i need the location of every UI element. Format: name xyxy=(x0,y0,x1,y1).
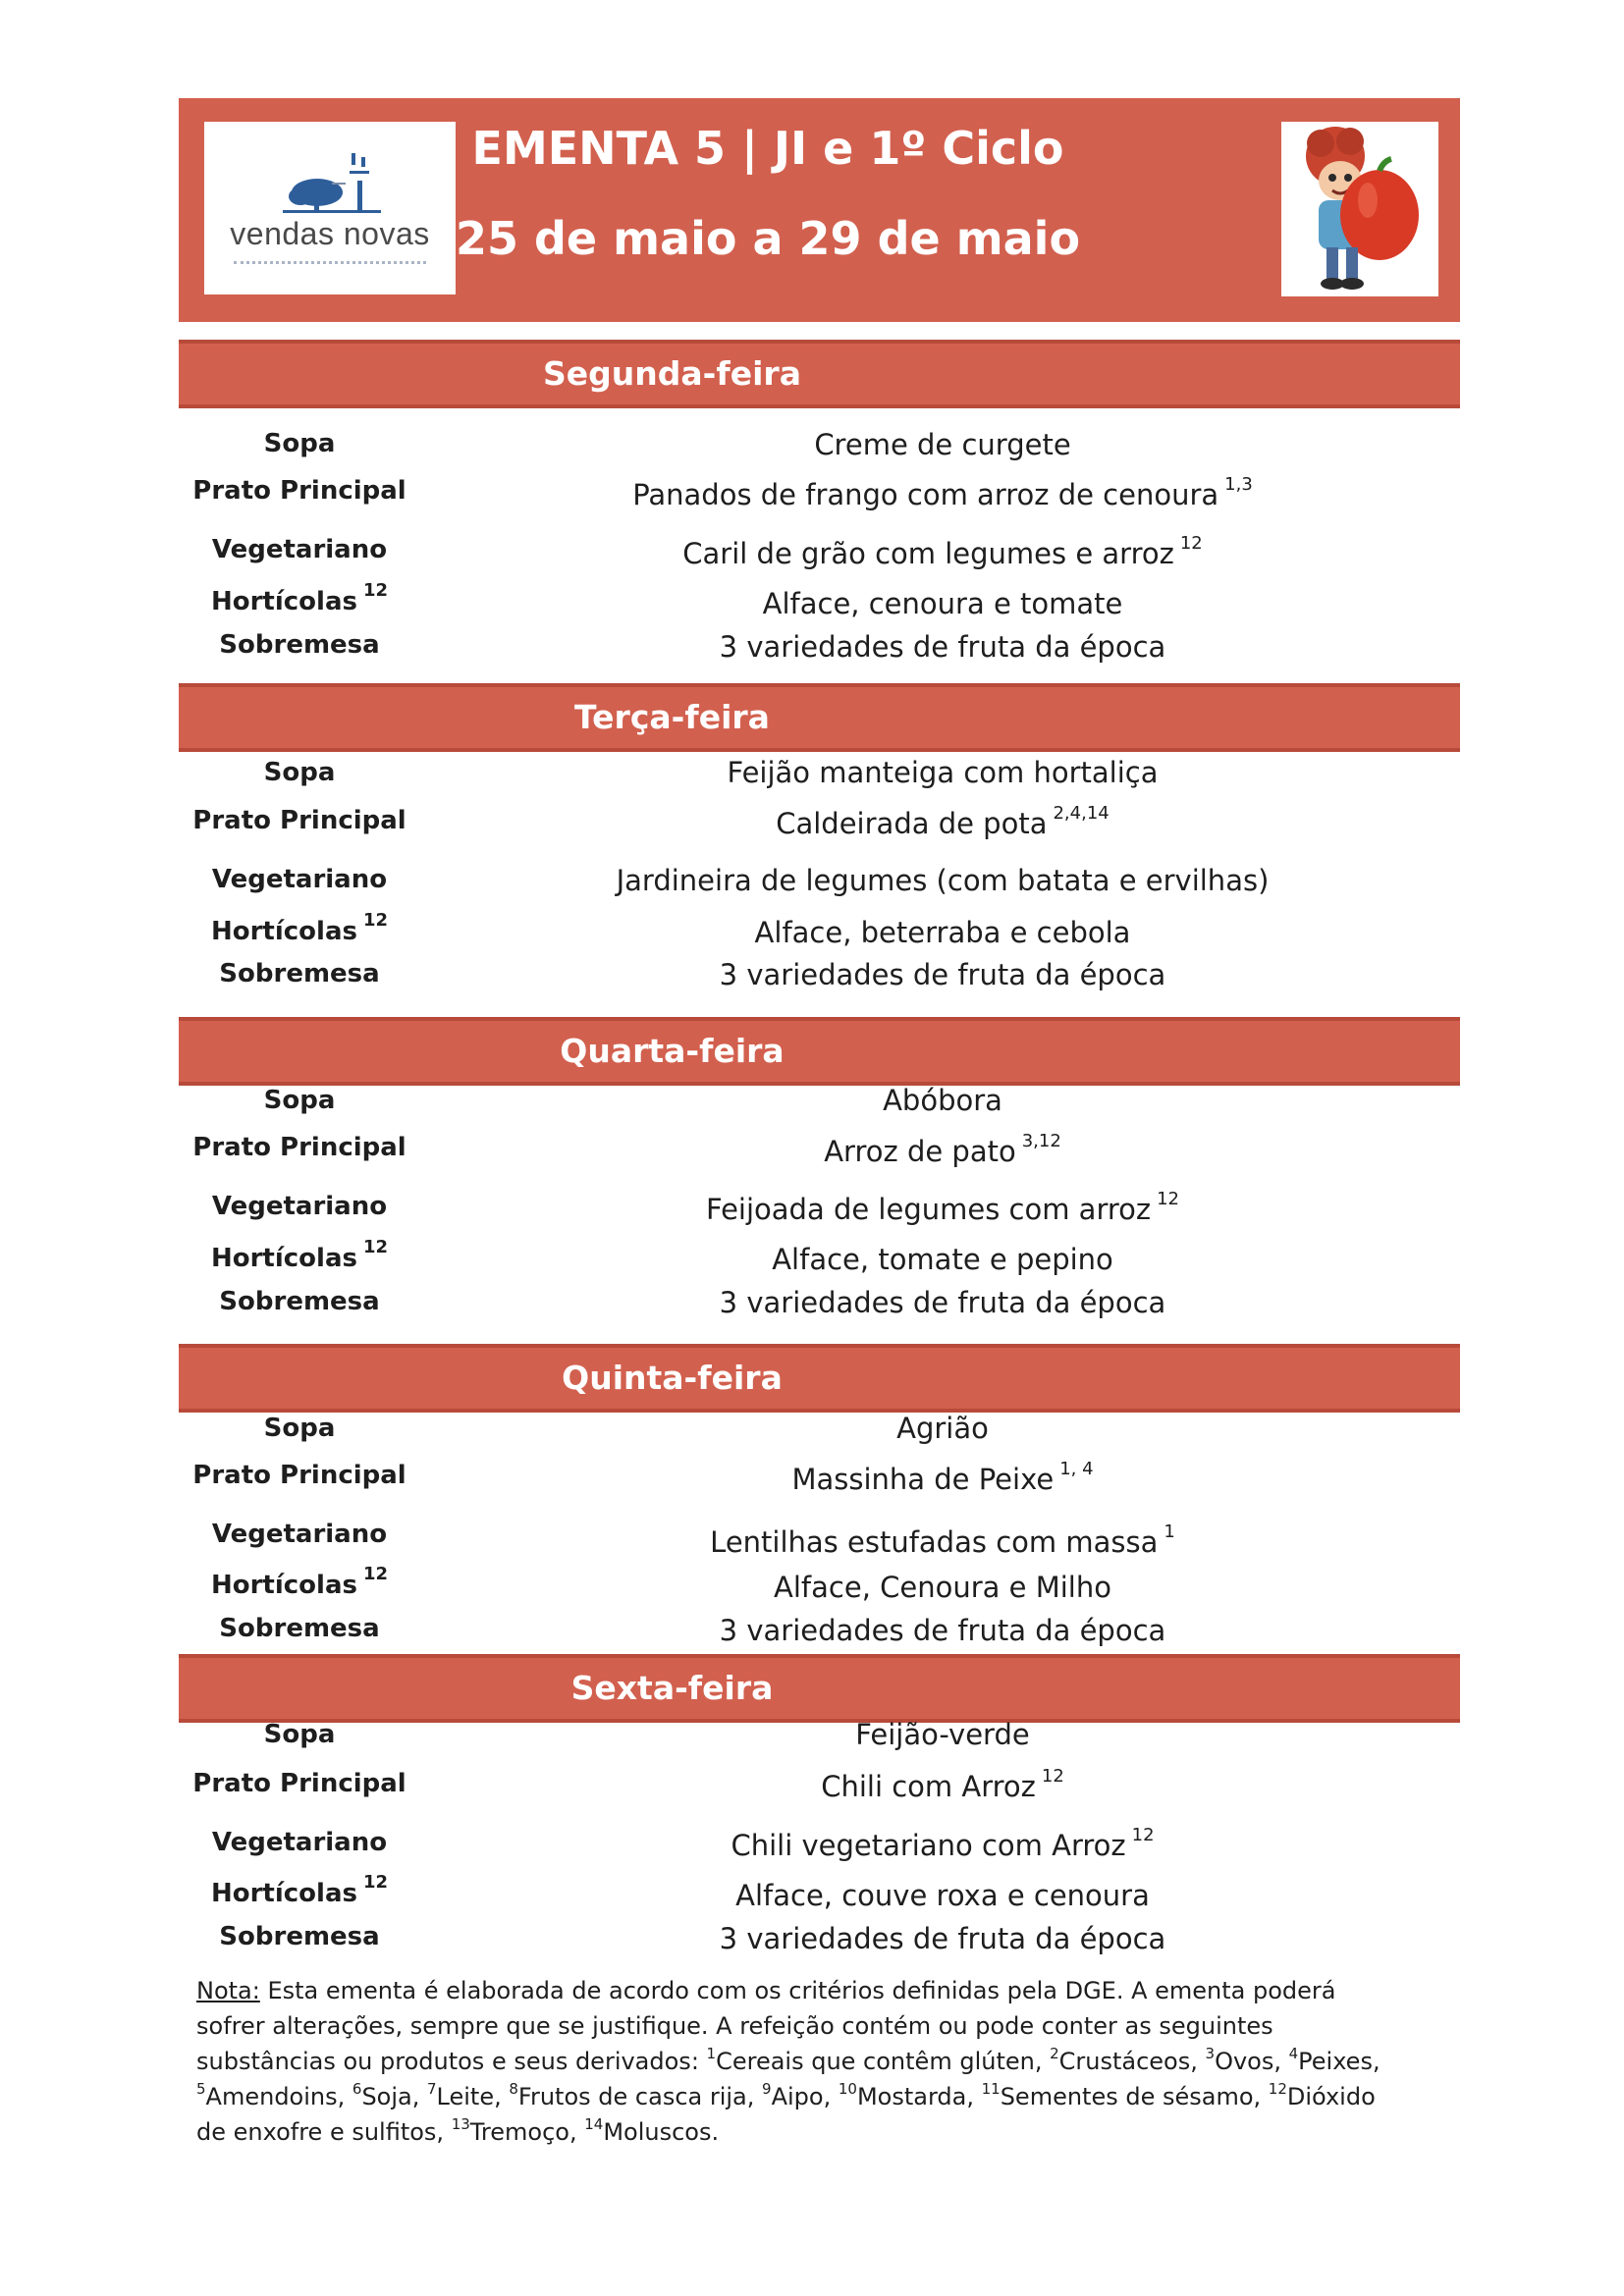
label-dessert: Sobremesa xyxy=(219,630,380,660)
label-vegetables: Hortícolas $^{12}$ xyxy=(210,580,389,616)
pepper-mascot-icon xyxy=(1281,122,1438,296)
tree-windmill-icon xyxy=(263,133,401,222)
label-vegetarian: Vegetariano xyxy=(211,535,388,564)
dish-soup: Feijão-verde xyxy=(855,1718,1030,1751)
allergen-number: 7 xyxy=(427,2080,437,2098)
day-header-friday: Sexta-feira xyxy=(179,1654,1460,1723)
municipality-logo xyxy=(204,122,456,294)
label-vegetarian: Vegetariano xyxy=(211,865,388,894)
allergen-name: Crustáceos, xyxy=(1058,2048,1206,2075)
menu-dates: 25 de maio a 29 de maio xyxy=(455,212,1081,265)
dish-dessert: 3 variedades de fruta da época xyxy=(719,958,1166,991)
allergen-name: Amendoins, xyxy=(205,2083,352,2110)
label-soup: Sopa xyxy=(263,1720,336,1749)
menu-header xyxy=(179,98,1460,322)
menu-title: EMENTA 5 | JI e 1º Ciclo xyxy=(471,122,1064,175)
dish-dessert: 3 variedades de fruta da época xyxy=(719,1614,1166,1647)
allergen-ref: 12 xyxy=(1179,533,1203,555)
allergen-number: 5 xyxy=(196,2080,206,2098)
dish-dessert: 3 variedades de fruta da época xyxy=(719,1922,1166,1955)
dish-main: Chili com Arroz $^{12}$ xyxy=(821,1766,1064,1803)
logo-text: vendas novas xyxy=(230,216,430,251)
allergen-name: Mostarda, xyxy=(856,2083,982,2110)
note-text: Esta ementa é elaborada de acordo com os critérios definidas pela DGE. A ementa poderá sofrer alterações, sempre que se justifique. A refeição contém ou pode conter as seguintes substâncias ou produtos e seus derivados: xyxy=(196,1977,1336,2075)
dish-soup: Agrião xyxy=(896,1412,989,1445)
allergen-note xyxy=(196,1973,1394,2150)
label-vegetables: Hortícolas $^{12}$ xyxy=(210,1237,389,1273)
label-soup: Sopa xyxy=(263,1414,336,1443)
allergen-name: Cereais que contêm glúten, xyxy=(716,2048,1051,2075)
allergen-number: 11 xyxy=(981,2080,1001,2098)
allergen-number: 1 xyxy=(706,2045,717,2062)
dish-dessert: 3 variedades de fruta da época xyxy=(719,1286,1166,1319)
allergen-ref: 12 xyxy=(362,580,389,602)
dish-main: Caldeirada de pota $^{2,4,14}$ xyxy=(776,803,1110,840)
allergen-number: 6 xyxy=(352,2080,362,2098)
label-vegetarian: Vegetariano xyxy=(211,1192,388,1221)
allergen-name: Peixes, xyxy=(1298,2048,1380,2075)
allergen-name: Frutos de casca rija, xyxy=(517,2083,763,2110)
label-main: Prato Principal xyxy=(192,1133,406,1162)
label-vegetarian: Vegetariano xyxy=(211,1520,388,1549)
day-header-thursday: Quinta-feira xyxy=(179,1344,1460,1413)
label-vegetables: Hortícolas $^{12}$ xyxy=(210,1564,389,1600)
day-header-wednesday: Quarta-feira xyxy=(179,1017,1460,1086)
allergen-name: Ovos, xyxy=(1215,2048,1289,2075)
dish-vegetables: Alface, tomate e pepino xyxy=(772,1243,1113,1276)
dish-vegetables: Alface, Cenoura e Milho xyxy=(774,1571,1111,1604)
day-header-tuesday: Terça-feira xyxy=(179,683,1460,752)
allergen-number: 8 xyxy=(509,2080,518,2098)
label-vegetables: Hortícolas $^{12}$ xyxy=(210,910,389,946)
allergen-ref: 12 xyxy=(362,910,389,932)
allergen-ref: 12 xyxy=(1157,1189,1180,1210)
label-dessert: Sobremesa xyxy=(219,1922,380,1951)
allergen-ref: 2,4,14 xyxy=(1053,803,1110,825)
label-soup: Sopa xyxy=(263,429,336,458)
allergen-number: 10 xyxy=(838,2080,857,2098)
label-dessert: Sobremesa xyxy=(219,1287,380,1316)
allergen-ref: 12 xyxy=(362,1872,389,1894)
dish-main: Arroz de pato $^{3,12}$ xyxy=(824,1131,1061,1168)
allergen-ref: 12 xyxy=(362,1237,389,1258)
allergen-name: Soja, xyxy=(361,2083,427,2110)
note-label: Nota: xyxy=(196,1977,260,2004)
allergen-number: 3 xyxy=(1205,2045,1216,2062)
label-main: Prato Principal xyxy=(192,806,406,835)
allergen-name: Moluscos. xyxy=(603,2118,720,2146)
allergen-ref: 3,12 xyxy=(1021,1131,1061,1152)
dish-main: Massinha de Peixe $^{1, 4}$ xyxy=(791,1459,1094,1496)
mascot-image xyxy=(1281,122,1438,296)
dish-soup: Feijão manteiga com hortaliça xyxy=(727,756,1159,789)
label-vegetarian: Vegetariano xyxy=(211,1828,388,1857)
allergen-name: Aipo, xyxy=(771,2083,839,2110)
dish-vegetarian: Jardineira de legumes (com batata e ervilhas) xyxy=(616,864,1270,897)
label-dessert: Sobremesa xyxy=(219,1614,380,1643)
allergen-name: Sementes de sésamo, xyxy=(1000,2083,1269,2110)
dish-dessert: 3 variedades de fruta da época xyxy=(719,630,1166,664)
label-vegetables: Hortícolas $^{12}$ xyxy=(210,1872,389,1908)
allergen-number: 4 xyxy=(1288,2045,1299,2062)
dish-soup: Abóbora xyxy=(883,1084,1002,1117)
label-soup: Sopa xyxy=(263,758,336,787)
allergen-name: Dióxido de enxofre e sulfitos, xyxy=(196,2083,1376,2146)
allergen-ref: 12 xyxy=(1131,1825,1155,1846)
allergen-name: Tremoço, xyxy=(469,2118,585,2146)
allergen-ref: 1,3 xyxy=(1224,474,1253,496)
allergen-name: Leite, xyxy=(436,2083,510,2110)
dish-vegetables: Alface, beterraba e cebola xyxy=(754,916,1131,949)
label-main: Prato Principal xyxy=(192,1769,406,1798)
label-main: Prato Principal xyxy=(192,1461,406,1490)
label-main: Prato Principal xyxy=(192,476,406,506)
logo-tagline xyxy=(234,261,426,264)
dish-soup: Creme de curgete xyxy=(814,428,1071,461)
label-dessert: Sobremesa xyxy=(219,959,380,988)
day-header-monday: Segunda-feira xyxy=(179,340,1460,408)
dish-vegetables: Alface, cenoura e tomate xyxy=(762,587,1123,620)
allergen-number: 2 xyxy=(1050,2045,1059,2062)
allergen-number: 12 xyxy=(1268,2080,1287,2098)
dish-vegetarian: Caril de grão com legumes e arroz $^{12}$ xyxy=(682,533,1203,570)
allergen-number: 14 xyxy=(584,2115,604,2133)
allergen-ref: 12 xyxy=(1041,1766,1064,1788)
dish-vegetarian: Chili vegetariano com Arroz $^{12}$ xyxy=(731,1825,1155,1862)
label-soup: Sopa xyxy=(263,1086,336,1115)
allergen-ref: 1 xyxy=(1164,1522,1175,1543)
allergen-ref: 1, 4 xyxy=(1059,1459,1094,1480)
dish-main: Panados de frango com arroz de cenoura $^{1,3}$ xyxy=(632,474,1253,511)
dish-vegetables: Alface, couve roxa e cenoura xyxy=(735,1879,1150,1912)
dish-vegetarian: Lentilhas estufadas com massa $^1$ xyxy=(710,1522,1175,1559)
allergen-ref: 12 xyxy=(362,1564,389,1585)
dish-vegetarian: Feijoada de legumes com arroz $^{12}$ xyxy=(705,1189,1180,1226)
allergen-number: 13 xyxy=(451,2115,470,2133)
allergen-number: 9 xyxy=(762,2080,772,2098)
